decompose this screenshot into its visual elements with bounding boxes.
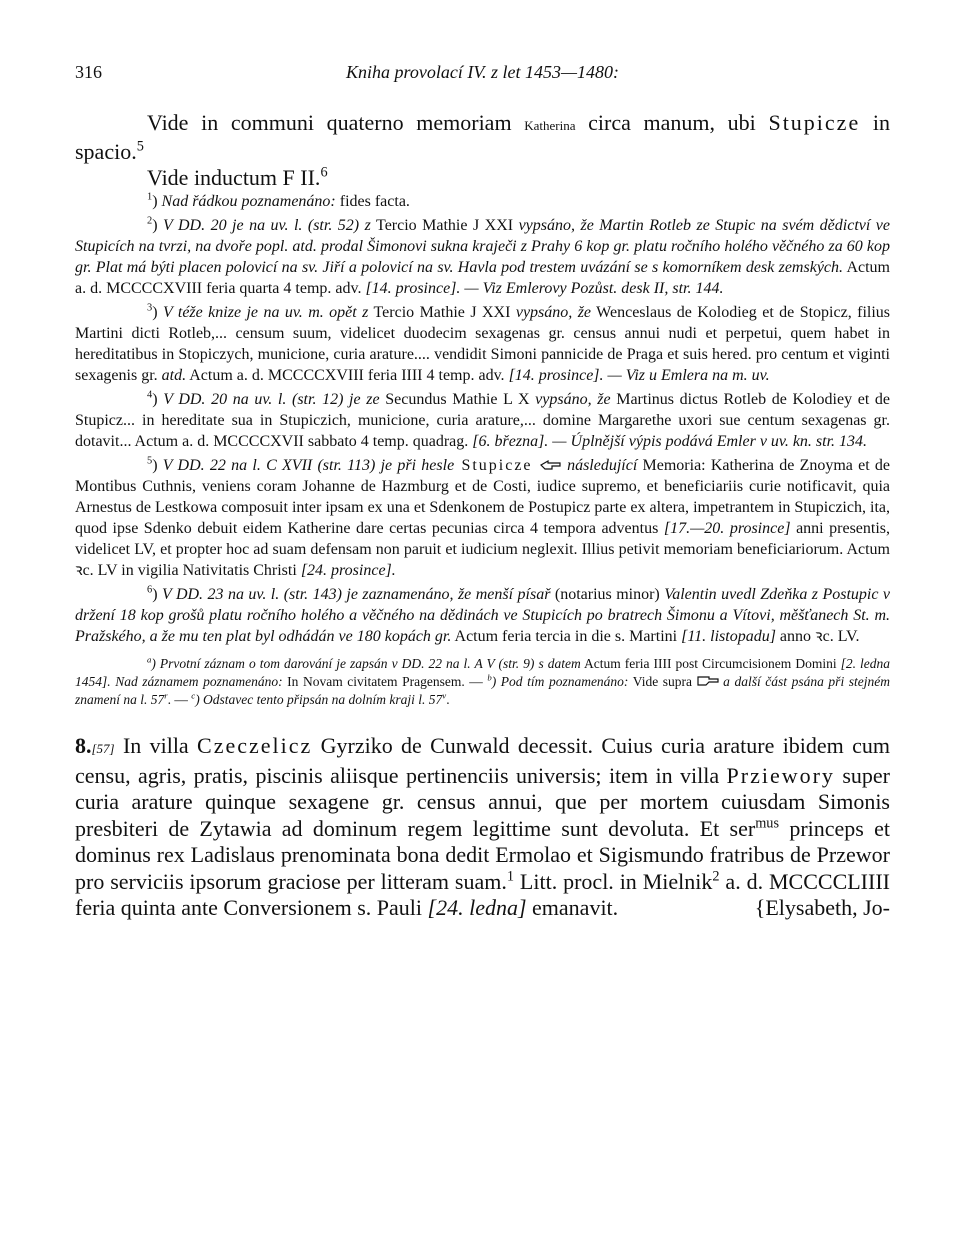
note-mark: c [191,690,196,701]
italic-text: V DD. 20 na uv. l. (str. 12) je ze [163,391,380,408]
text: circa manum, ubi [575,110,769,135]
hand-symbol-icon [540,459,562,471]
italic-text: [2. ledna 1454]. Nad záznamem poznamenáno: [75,656,890,689]
text: Vide in communi quaterno memoriam [147,110,525,135]
text: fides facta. [335,193,410,210]
italic-text: [14. prosince]. — Viz u Emlera na m. uv. [508,367,770,384]
footnote-ref: 2 [712,868,720,885]
text: Vide inductum F II. [147,165,321,190]
text: Memoria: Katherina de Znoyma et de Montibus Cuthnis, veniens coram Johanne de Hazmburg et de Costi, iudice supremo, et beneficiariis curie notificavit, quia Arnestus de Lestkowa composuit inter ipsam ex una et Sdenkonem de Postupicz parte ex altera, impetrantem in Stupiczich, ita, quod ipse Sdenko debuit eidem Katherine dare certas pecunias circa 4 tempora adventus [75,457,891,537]
footnote-ref: 1 [506,868,515,885]
footnote-mark: 2 [147,215,153,227]
italic-text: atd. [161,367,187,384]
italic-text: [6. března]. — Úplnější výpis podává Emler v uv. kn. str. 134. [472,433,868,450]
text: In Novam civitatem Pragensem. — [282,674,488,689]
letter-notes [75,655,890,709]
page-number: 316 [75,62,102,82]
text: Actum a. d. MCCCCXVIII feria quarta 4 temp. adv. [75,259,890,297]
memoria-line-1 [75,110,890,165]
italic-text: ) Pod tím poznamenáno: [491,674,629,689]
spaced-place-name: Stupicze [454,457,540,474]
text: Vide supra [628,674,697,689]
text: Actum a. d. MCCCCXVIII feria IIII 4 temp. adv. [186,367,509,384]
text: Wenceslaus de Kolodieg et de Stopicz, filius Martini dicti Rotleb,... censum suum, videlicet duodecim sexagenas gr. census annui nudi et perpetui, quem habet in hereditatibus in Stopiczych, municione, curia arature.... vendidit Simoni pannicide de Praga et suis hered. pro centum et viginti sexagenis gr. [75,304,891,384]
text: in spacio. [75,110,890,164]
italic-text: ) Prvotní záznam o tom darování je zapsán v DD. 22 na l. A V (str. 9) s datem [151,656,581,671]
text: Secundus Mathie L X [379,391,536,408]
italic-text: V DD. 23 na uv. l. (str. 143) je zaznamenáno, že menší písař [162,586,551,603]
superscript: r [164,690,168,701]
text: anni presentis, videlicet LV, et propter hoc ad suam defensam non paruit et iudicium neglexit. Illius petivit memoriam beneficiariorum. Actum ꝛc. LV in vigilia Nativitatis Christi [75,520,891,579]
letter-notes-text [75,655,890,709]
italic-text: [24. prosince]. [300,562,396,579]
text: . [446,692,450,707]
text: Actum feria IIII post Circumcisionem Domini [580,656,841,671]
text: emanavit. [526,895,619,920]
footnotes [75,191,890,647]
hand-symbol-icon [697,675,719,687]
italic-text: V téže knize je na uv. m. opět z [162,304,369,321]
footnote-mark: 3 [147,302,153,314]
footnote-4 [75,389,890,452]
italic-text: Valentin uvedl Zdeňka z Postupic v držení 18 kop grošů platu ročního holého a věčného na dědinách ve Stupicích po bratrech Šimonu a Vítovi, měšťanech St. m. Pražského, a že mu ten plat byl odhádán ve 180 kopách gr. [75,586,891,645]
spaced-place-name: Prziewory [726,762,835,788]
entry-8-text [75,733,890,922]
text: Tercio Mathie J XXI [368,304,516,321]
text: ) [152,391,164,408]
continuation-text: {Elysabeth, Jo- [754,895,890,920]
text: (notarius minor) [550,586,665,603]
text: . — [167,692,192,707]
text: princeps et dominus rex Ladislaus prenominata bona dedit Ermolao et Sigismundo fratribus de Przewor pro serviciis ipsorum graciose per litteram suam. [75,815,891,894]
text: anno ꝛc. LV. [775,628,860,645]
italic-text: [17.—20. prosince] [663,520,791,537]
footnote-mark: 6 [147,584,153,596]
italic-text: Nad řádkou poznamenáno: [161,193,336,210]
text: Gyrziko de Cunwald decessit. Cuius curia arature ibidem cum censu, agris, pratis, piscinis aliisque pertinenciis universis; item in villa [75,733,890,788]
text: a. d. MCCCCLIIII feria quinta ante Conversionem s. Pauli [75,868,890,920]
memoria-block [75,110,890,191]
italic-text: ) Odstavec tento připsán na dolním kraji l. 57 [195,692,443,707]
folio-mark: [57] [91,741,115,756]
small-caps-name: Katherina [524,118,576,133]
spaced-place-name: Czeczelicz [197,733,313,758]
italic-text: [11. listopadu] [681,628,776,645]
running-title: Kniha provolací IV. z let 1453—1480: [346,62,619,82]
superscript: mus [755,815,780,832]
text: Martinus dictus Rotleb de Kolodiey et de Stupicz... in hereditate sua in Stupiczich, municione, curia arature,... domine Margarethe uxori sue centum sexagenas gr. dotavit... Actum a. d. MCCCCXVII sabbato 4 temp. quadrag. [75,391,891,450]
footnote-mark: 1 [147,191,153,203]
italic-text: následující [567,457,638,474]
page-body [75,110,890,922]
text: ) [152,457,163,474]
italic-text: V DD. 20 je na uv. l. (str. 52) z [163,217,371,234]
text: super curia arature quinque sexagene gr. census annui, que per mortem cuiusdam Simonis presbiteri de Zytawia ad dominum regem legittime sunt devoluta. Et ser [75,762,891,841]
page-header [75,62,890,88]
superscript: v [442,690,447,701]
text: Tercio Mathie J XXI [370,217,519,234]
footnote-3 [75,302,890,386]
text: Actum feria tercia in die s. Martini [451,628,682,645]
text: ) [152,586,162,603]
footnote-ref: 6 [320,164,328,181]
spaced-place-name: Stupicze [768,110,861,135]
text: ) [152,304,163,321]
entry-number: 8. [75,733,92,758]
italic-text: V DD. 22 na l. C XVII (str. 113) je při hesle [162,457,455,474]
footnote-2 [75,215,890,299]
text: ) [152,193,162,210]
footnote-ref: 5 [136,138,144,155]
italic-text: vypsáno, že [535,391,611,408]
note-mark: b [487,672,492,683]
text: Litt. procl. in Mielnik [514,868,713,894]
text: ) [152,217,164,234]
note-mark: a [147,654,152,665]
footnote-5 [75,455,890,581]
italic-text: [14. prosince]. — Viz Emlerovy Pozůst. desk II, str. 144. [365,280,724,297]
footnote-mark: 4 [147,389,153,401]
entry-8 [75,733,890,922]
text: In villa [114,733,198,758]
italic-text: [24. ledna] [427,895,527,920]
footnote-6 [75,584,890,647]
memoria-line-2 [75,165,890,191]
italic-text: vypsáno, že [515,304,592,321]
italic-text: vypsáno, že Martin Rotleb ze Stupic na svém dědictví ve Stupicích na tvrzi, na dvoře popl. atd. prodal Šimonovi sukna kraječi z Prahy 6 kop gr. platu ročního holého věčného za 60 kop gr. Plat má býti placen polovicí na sv. Jiří a polovicí na sv. Havla pod trestem uvázání se s komorníkem desk zemských. [75,217,891,276]
italic-text: a další část psána při stejném znamení na l. 57 [75,674,891,707]
footnote-1 [75,191,890,212]
footnote-mark: 5 [147,455,153,467]
